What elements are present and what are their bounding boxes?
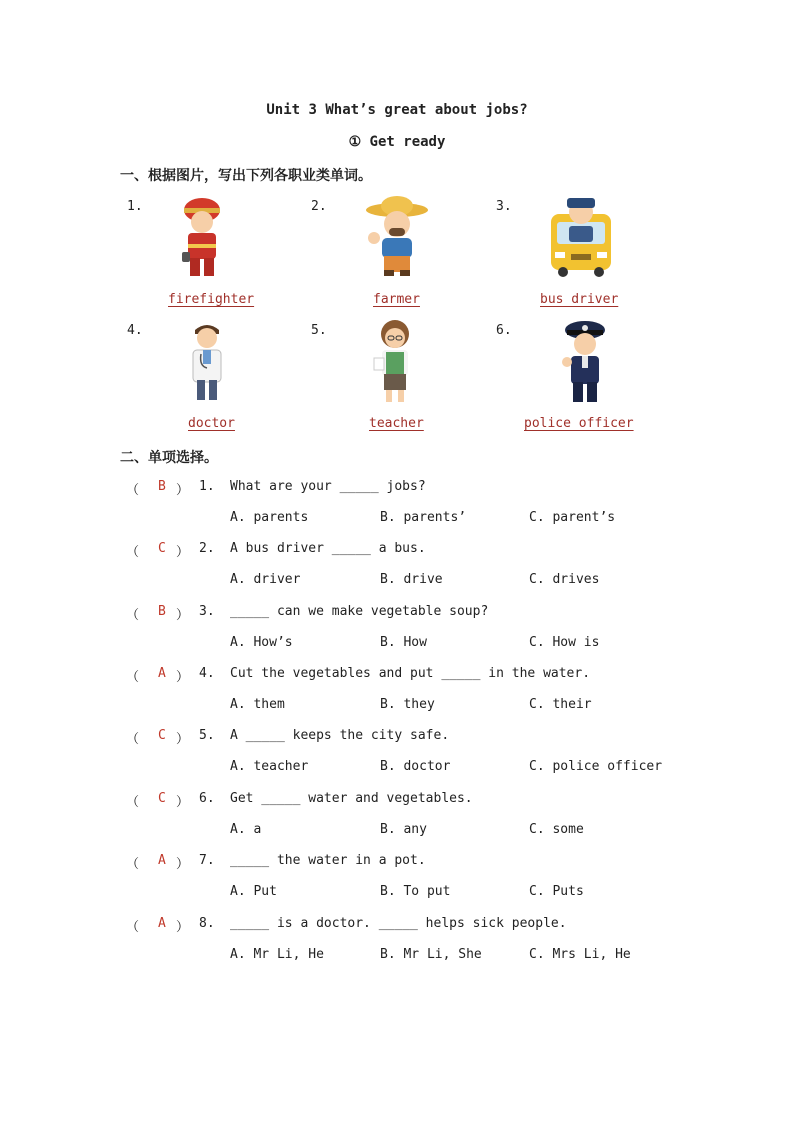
option-c: C. drives [529, 572, 600, 587]
option-a: A. Put [230, 884, 277, 899]
answer-letter: C [158, 541, 166, 556]
option-a: A. a [230, 822, 262, 837]
option-b: B. To put [380, 884, 451, 899]
option-c: C. parent’s [529, 510, 616, 525]
bracket-close: ） [176, 795, 190, 810]
item-number: 1. [127, 199, 143, 214]
bracket-open: （ [126, 483, 140, 498]
item-number: 6. [496, 323, 512, 338]
bracket-open: （ [126, 608, 140, 623]
option-a: A. Mr Li, He [230, 947, 324, 962]
question-number: 7. [199, 853, 215, 868]
option-a: A. parents [230, 510, 309, 525]
section2-heading: 二、单项选择。 [120, 450, 218, 466]
section1-heading: 一、根据图片，写出下列各职业类单词。 [120, 168, 372, 184]
answer-word: police officer [524, 416, 634, 431]
firefighter-icon [172, 192, 244, 280]
option-a: A. them [230, 697, 285, 712]
bus-driver-icon [547, 194, 619, 282]
option-c: C. Mrs Li, He [529, 947, 631, 962]
bracket-close: ） [176, 483, 190, 498]
answer-letter: C [158, 791, 166, 806]
option-c: C. Puts [529, 884, 584, 899]
bracket-close: ） [176, 857, 190, 872]
bracket-open: （ [126, 670, 140, 685]
question-text: _____ the water in a pot. [230, 853, 426, 868]
page-subtitle: ① Get ready [348, 134, 446, 150]
question-number: 2. [199, 541, 215, 556]
item-number: 5. [311, 323, 327, 338]
bracket-open: （ [126, 920, 140, 935]
bracket-close: ） [176, 608, 190, 623]
police-officer-icon [561, 318, 633, 406]
option-b: B. parents’ [380, 510, 467, 525]
option-b: B. any [380, 822, 427, 837]
answer-word: bus driver [540, 292, 619, 307]
farmer-icon [364, 194, 436, 282]
question-number: 3. [199, 604, 215, 619]
doctor-icon [187, 320, 259, 408]
bracket-open: （ [126, 795, 140, 810]
question-text: _____ can we make vegetable soup? [230, 604, 489, 619]
option-c: C. police officer [529, 759, 663, 774]
bracket-close: ） [176, 545, 190, 560]
option-b: B. How [380, 635, 427, 650]
question-text: A bus driver _____ a bus. [230, 541, 426, 556]
option-b: B. they [380, 697, 435, 712]
answer-word: doctor [188, 416, 235, 431]
bracket-close: ） [176, 670, 190, 685]
option-a: A. teacher [230, 759, 309, 774]
bracket-open: （ [126, 732, 140, 747]
question-text: Get _____ water and vegetables. [230, 791, 473, 806]
question-number: 6. [199, 791, 215, 806]
option-b: B. drive [380, 572, 443, 587]
bracket-open: （ [126, 545, 140, 560]
answer-letter: B [158, 479, 166, 494]
answer-letter: A [158, 853, 166, 868]
option-b: B. doctor [380, 759, 451, 774]
option-a: A. driver [230, 572, 301, 587]
answer-letter: B [158, 604, 166, 619]
question-text: A _____ keeps the city safe. [230, 728, 450, 743]
answer-letter: C [158, 728, 166, 743]
question-text: Cut the vegetables and put _____ in the water. [230, 666, 591, 681]
option-c: C. their [529, 697, 592, 712]
question-number: 4. [199, 666, 215, 681]
answer-letter: A [158, 916, 166, 931]
item-number: 3. [496, 199, 512, 214]
question-text: What are your _____ jobs? [230, 479, 426, 494]
option-c: C. some [529, 822, 584, 837]
page-title: Unit 3 What’s great about jobs? [266, 102, 528, 118]
item-number: 4. [127, 323, 143, 338]
answer-word: farmer [373, 292, 420, 307]
teacher-icon [372, 318, 444, 406]
bracket-close: ） [176, 920, 190, 935]
question-number: 8. [199, 916, 215, 931]
item-number: 2. [311, 199, 327, 214]
answer-word: firefighter [168, 292, 255, 307]
option-c: C. How is [529, 635, 600, 650]
option-b: B. Mr Li, She [380, 947, 482, 962]
question-text: _____ is a doctor. _____ helps sick people. [230, 916, 567, 931]
answer-word: teacher [369, 416, 424, 431]
question-number: 5. [199, 728, 215, 743]
bracket-close: ） [176, 732, 190, 747]
answer-letter: A [158, 666, 166, 681]
bracket-open: （ [126, 857, 140, 872]
question-number: 1. [199, 479, 215, 494]
option-a: A. How’s [230, 635, 293, 650]
